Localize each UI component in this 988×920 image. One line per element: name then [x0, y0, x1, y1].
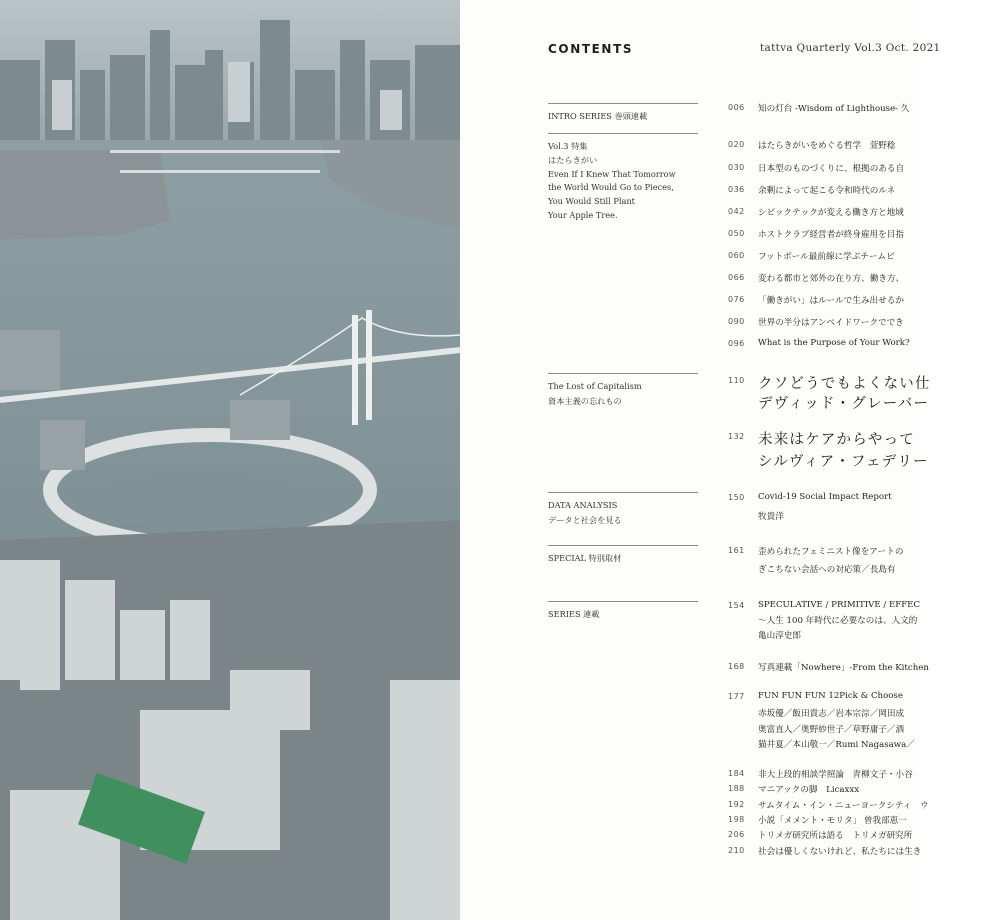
page-number: 210 — [728, 846, 745, 855]
entry-title: 世界の半分はアンペイドワークででき — [758, 318, 904, 328]
entry-title: 未来はケアからやって — [758, 432, 915, 448]
entry-title: 歪められたフェミニスト像をアートの — [758, 547, 904, 557]
entry-title: トリメガ研究所は語る トリメガ研究所 — [758, 831, 913, 841]
entry-author: 牧貴洋 — [758, 512, 784, 522]
entry-title: サムタイム・イン・ニューヨークシティ ウ — [758, 801, 929, 811]
entry-title: FUN FUN FUN 12Pick & Choose — [758, 691, 903, 701]
page-number: 076 — [728, 295, 745, 304]
entry-title: 変わる都市と郊外の在り方、働き方、 — [758, 274, 905, 284]
page-number: 154 — [728, 601, 745, 610]
entry-title: フットボール最前線に学ぶチームビ — [758, 252, 895, 262]
page-number: 192 — [728, 800, 745, 809]
entry-title: SPECULATIVE / PRIMITIVE / EFFEC — [758, 600, 921, 610]
entry-author: デヴィッド・グレーバー — [758, 396, 930, 412]
page-number: 161 — [728, 546, 745, 555]
entry-author: 亀山淳史郎 — [758, 631, 801, 641]
entry-title: シビックテックが変える働き方と地域 — [758, 208, 904, 218]
page-number: 168 — [728, 662, 745, 671]
entry-title: マニアックの脚 Licaxxx — [758, 785, 860, 795]
page-number: 132 — [728, 432, 745, 441]
entry-title: ホストクラブ経営者が終身雇用を目指 — [758, 230, 904, 240]
section-line: SERIES 連載 — [548, 609, 600, 619]
section-line: The Lost of Capitalism — [548, 381, 642, 391]
entry-title: 「働きがい」はルールで生み出せるか — [758, 296, 904, 306]
section-series — [548, 601, 698, 622]
entry-title: Covid-19 Social Impact Report — [758, 492, 892, 502]
entry-title: クソどうでもよくない仕 — [758, 376, 931, 392]
section-line: Even If I Knew That Tomorrow — [548, 168, 676, 179]
section-lost-capitalism — [548, 373, 698, 408]
page-number: 184 — [728, 769, 745, 778]
section-line: 資本主義の忘れもの — [548, 395, 622, 406]
section-feature — [548, 133, 698, 223]
contents-page — [460, 0, 941, 920]
entry-title-line2: ぎこちない会話への対応策／長島有 — [758, 565, 896, 575]
page-number: 150 — [728, 493, 745, 502]
page-number: 030 — [728, 163, 745, 172]
entry-subtitle: ～人生 100 年時代に必要なのは、人文的 — [758, 616, 918, 626]
entry-title: 知の灯台 -Wisdom of Lighthouse- 久 — [758, 104, 910, 114]
section-line: DATA ANALYSIS — [548, 500, 618, 510]
masthead: tattva Quarterly Vol.3 Oct. 2021 — [760, 42, 941, 54]
section-line: Your Apple Tree. — [548, 209, 618, 220]
section-data-analysis — [548, 492, 698, 527]
section-line: Vol.3 特集 — [548, 141, 588, 151]
aerial-photo-drawing — [0, 0, 460, 920]
page-number: 050 — [728, 229, 745, 238]
page-number: 090 — [728, 317, 745, 326]
entry-title: 日本型のものづくりに、根拠のある自 — [758, 164, 905, 174]
page-number: 096 — [728, 339, 745, 348]
page-number: 036 — [728, 185, 745, 194]
entry-title: 余剰によって起こる令和時代のルネ — [758, 186, 896, 196]
page-number: 206 — [728, 830, 745, 839]
section-intro-series — [548, 103, 698, 124]
page-number: 188 — [728, 784, 745, 793]
section-line: データと社会を見る — [548, 514, 622, 525]
page-number: 198 — [728, 815, 745, 824]
page-number: 066 — [728, 273, 745, 282]
section-line: SPECIAL 特別取材 — [548, 553, 622, 563]
entry-contributors: 猫井夏／本山敬一／Rumi Nagasawa／ — [758, 740, 915, 750]
entry-title: はたらきがいをめぐる哲学 萱野稔 — [758, 141, 896, 151]
page-number: 006 — [728, 103, 745, 112]
aerial-city-photo — [0, 0, 460, 920]
entry-title: 非大上段的相談学照論 青柳文子・小谷 — [758, 770, 913, 780]
page-number: 060 — [728, 251, 745, 260]
entry-title: 社会は優しくないけれど、私たちには生き — [758, 847, 922, 857]
section-line: You Would Still Plant — [548, 196, 635, 207]
section-line: the World Would Go to Pieces, — [548, 182, 674, 193]
entry-title: 写真連載「Nowhere」-From the Kitchen — [758, 663, 929, 673]
section-special — [548, 545, 698, 566]
page-number: 110 — [728, 376, 745, 385]
entry-contributors: 奥富直人／奥野紗世子／草野庸子／酒 — [758, 725, 905, 735]
entry-author: シルヴィア・フェデリー — [758, 454, 929, 470]
page-number: 042 — [728, 207, 745, 216]
contents-title: CONTENTS — [548, 42, 634, 56]
entry-title: 小説「メメント・モリタ」 曽我部恵一 — [758, 816, 907, 826]
page-number: 020 — [728, 140, 745, 149]
entry-contributors: 赤坂優／飯田貴志／岩本宗淙／岡田成 — [758, 709, 905, 719]
page-number: 177 — [728, 692, 745, 701]
section-line: INTRO SERIES 巻頭連載 — [548, 111, 648, 121]
section-line: はたらきがい — [548, 154, 598, 165]
entry-title: What is the Purpose of Your Work? — [758, 338, 910, 348]
